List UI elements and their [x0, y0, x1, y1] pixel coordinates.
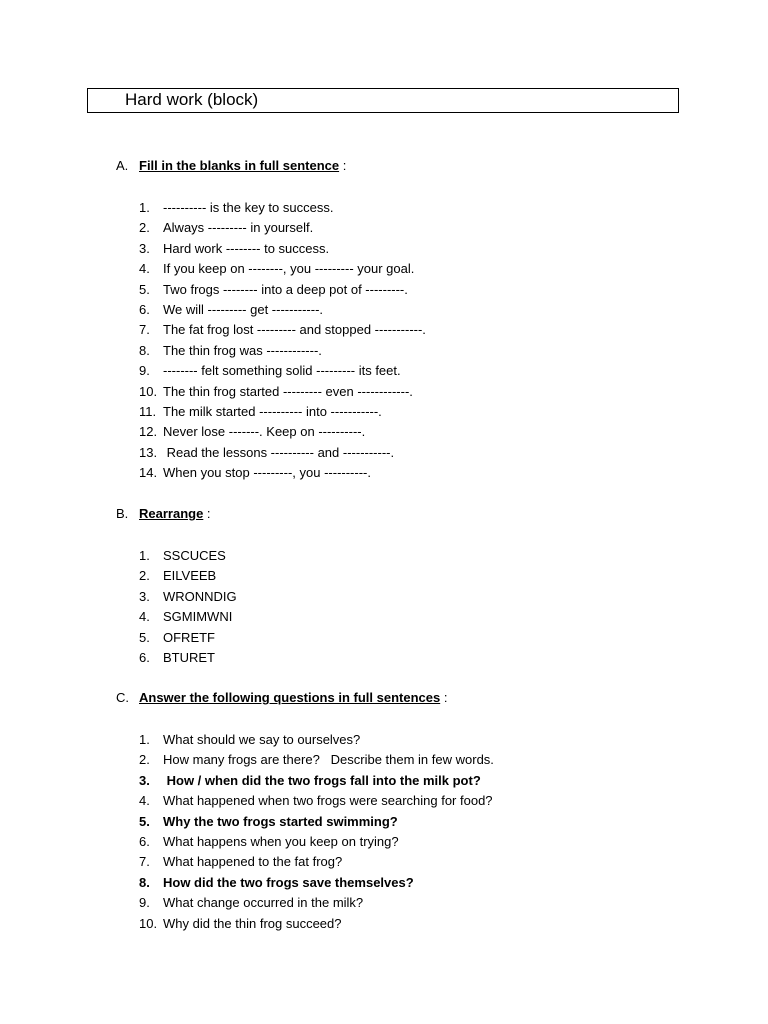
list-item [139, 320, 426, 340]
list-item [139, 771, 494, 791]
item-text: Always --------- in yourself. [163, 220, 314, 236]
item-text: EILVEEB [163, 568, 217, 584]
list-item [139, 463, 426, 483]
item-number: 12. [139, 424, 158, 440]
item-text: What happened to the fat frog? [163, 854, 343, 870]
section-b-heading [116, 506, 211, 521]
item-number: 4. [139, 609, 150, 625]
list-item [139, 382, 426, 402]
section-letter: C. [116, 690, 129, 705]
list-item [139, 607, 237, 627]
list-item [139, 566, 237, 586]
page-title: Hard work (block) [125, 90, 259, 109]
item-text: -------- felt something solid --------- its feet. [163, 363, 401, 379]
item-number: 10. [139, 383, 158, 399]
list-item [139, 791, 494, 811]
item-text: The thin frog started --------- even ------------. [163, 383, 413, 399]
list-item [139, 259, 426, 279]
item-text: BTURET [163, 649, 215, 665]
item-text: The fat frog lost --------- and stopped -----------. [163, 322, 426, 338]
list-item [139, 422, 426, 442]
item-text: What change occurred in the milk? [163, 895, 364, 911]
item-number: 7. [139, 322, 150, 338]
item-number: 8. [139, 874, 150, 890]
item-text: What happened when two frogs were searching for food? [163, 793, 493, 809]
list-item [139, 587, 237, 607]
list-item [139, 648, 237, 668]
list-item [139, 198, 426, 218]
list-item [139, 628, 237, 648]
list-item [139, 832, 494, 852]
item-text: WRONNDIG [163, 588, 237, 604]
section-b-list [139, 546, 237, 668]
item-number: 6. [139, 301, 150, 317]
item-number: 14. [139, 465, 158, 481]
list-item [139, 218, 426, 238]
list-item [139, 812, 494, 832]
list-item [139, 873, 494, 893]
item-text: The milk started ---------- into -----------. [163, 403, 382, 419]
item-text: What should we say to ourselves? [163, 732, 361, 747]
item-text: How did the two frogs save themselves? [163, 874, 414, 890]
section-letter: A. [116, 158, 129, 173]
item-text: SGMIMWNI [163, 609, 233, 625]
section-suffix: : [203, 506, 211, 521]
item-number: 8. [139, 342, 150, 358]
item-text: What happens when you keep on trying? [163, 833, 399, 849]
list-item [139, 893, 494, 913]
item-number: 1. [139, 200, 150, 215]
list-item [139, 852, 494, 872]
item-number: 3. [139, 772, 150, 788]
section-suffix: : [339, 158, 347, 173]
item-number: 9. [139, 895, 150, 911]
list-item [139, 239, 426, 259]
item-number: 9. [139, 363, 150, 379]
list-item [139, 730, 494, 750]
item-number: 10. [139, 915, 158, 931]
item-number: 5. [139, 813, 150, 829]
item-text: When you stop ---------, you ----------. [163, 465, 371, 481]
section-c-heading [116, 690, 447, 705]
item-text: Why did the thin frog succeed? [163, 915, 342, 931]
item-number: 2. [139, 220, 150, 236]
list-item [139, 361, 426, 381]
item-number: 3. [139, 240, 150, 256]
item-number: 3. [139, 588, 150, 604]
item-number: 2. [139, 752, 150, 768]
item-text: Two frogs -------- into a deep pot of ---------. [163, 281, 408, 297]
item-text: Hard work -------- to success. [163, 240, 330, 256]
item-number: 13. [139, 444, 158, 460]
item-number: 5. [139, 281, 150, 297]
item-number: 1. [139, 548, 150, 563]
item-number: 5. [139, 629, 150, 645]
item-text: The thin frog was ------------. [163, 342, 322, 358]
section-title: Fill in the blanks in full sentence [139, 158, 340, 173]
item-number: 6. [139, 649, 150, 665]
section-title: Answer the following questions in full sentences [139, 690, 441, 705]
item-number: 4. [139, 261, 150, 277]
list-item [139, 546, 237, 566]
item-number: 2. [139, 568, 150, 584]
item-number: 7. [139, 854, 150, 870]
item-text: SSCUCES [163, 548, 226, 563]
item-number: 6. [139, 833, 150, 849]
item-text: How many frogs are there? Describe them in few words. [163, 752, 494, 768]
list-item [139, 402, 426, 422]
section-a-heading [116, 158, 346, 173]
list-item [139, 280, 426, 300]
item-number: 11. [139, 403, 157, 419]
title-box [87, 88, 679, 113]
item-text: Never lose -------. Keep on ----------. [163, 424, 366, 440]
list-item [139, 341, 426, 361]
list-item [139, 914, 494, 934]
item-number: 1. [139, 732, 150, 747]
list-item [139, 443, 426, 463]
item-text: OFRETF [163, 629, 215, 645]
list-item [139, 750, 494, 770]
item-text: If you keep on --------, you --------- your goal. [163, 261, 415, 277]
section-c-list [139, 730, 494, 934]
item-text: ---------- is the key to success. [163, 200, 334, 215]
item-text: Why the two frogs started swimming? [163, 813, 398, 829]
section-title: Rearrange [139, 506, 204, 521]
section-suffix: : [440, 690, 448, 705]
item-text: Read the lessons ---------- and -----------. [163, 444, 395, 460]
item-text: We will --------- get -----------. [163, 301, 324, 317]
section-letter: B. [116, 506, 129, 521]
list-item [139, 300, 426, 320]
section-a-list [139, 198, 426, 483]
item-number: 4. [139, 793, 150, 809]
item-text: How / when did the two frogs fall into the milk pot? [163, 772, 481, 788]
